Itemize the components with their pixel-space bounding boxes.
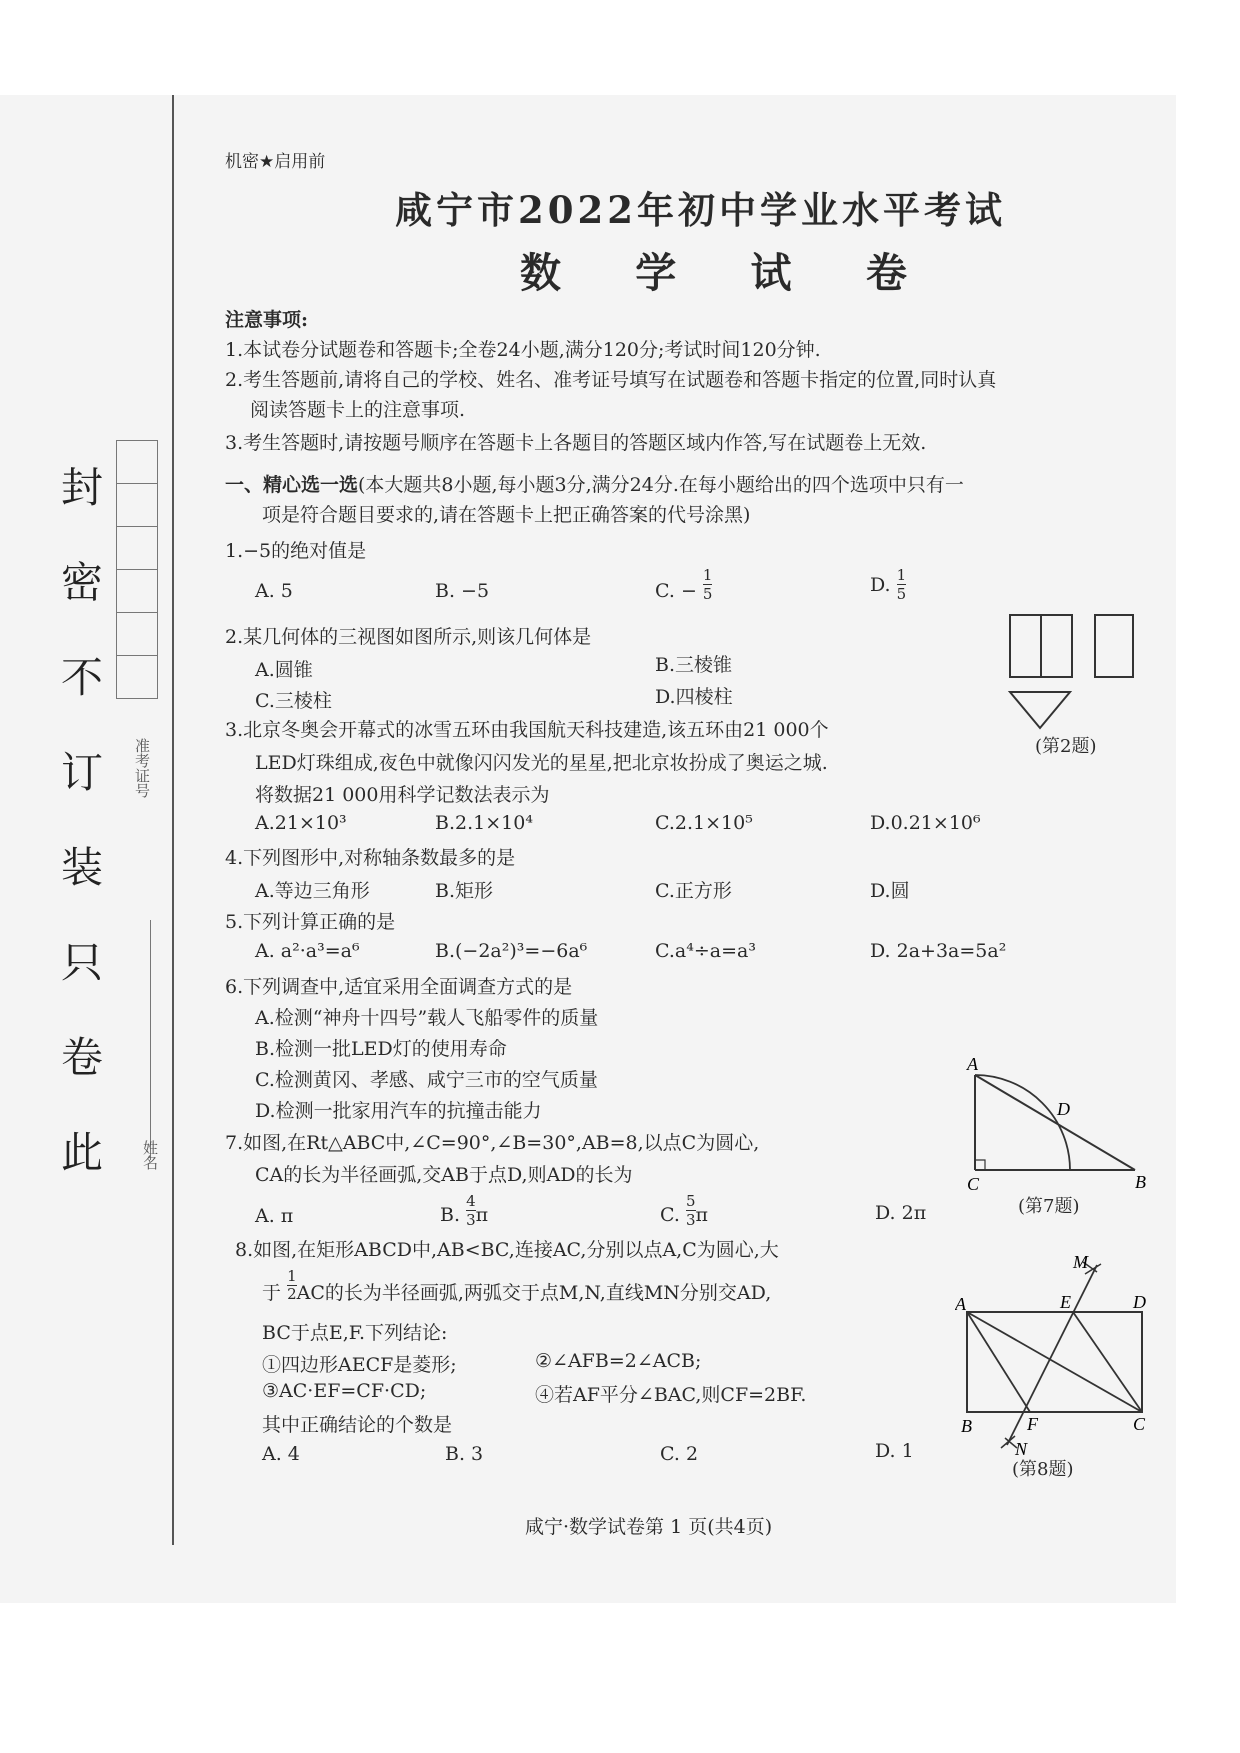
q6-stem: 6.下列调查中,适宜采用全面调查方式的是 xyxy=(225,976,573,998)
seal-char: 封 xyxy=(60,463,103,512)
q2-stem: 2.某几何体的三视图如图所示,则该几何体是 xyxy=(225,626,592,648)
q8-line: BC于点E,F.下列结论: xyxy=(262,1322,448,1344)
q7-line: 7.如图,在Rt△ABC中,∠C=90°,∠B=30°,AB=8,以点C为圆心, xyxy=(225,1132,760,1154)
seal-char: 不 xyxy=(60,653,103,702)
q2-option-c: C.三棱柱 xyxy=(255,690,332,712)
q2-figure-caption: (第2题) xyxy=(1035,736,1097,757)
q5-stem: 5.下列计算正确的是 xyxy=(225,911,396,933)
seal-char: 装 xyxy=(60,843,103,892)
q3-option-c: C.2.1×10⁵ xyxy=(655,812,753,834)
q2-option-a: A.圆锥 xyxy=(255,659,313,681)
seal-char: 订 xyxy=(60,748,103,797)
label-n: N xyxy=(1015,1439,1028,1459)
q8-figure xyxy=(955,1250,1155,1470)
seal-char: 卷 xyxy=(60,1033,103,1082)
seal-text xyxy=(52,440,112,1200)
q5-option-d: D. 2a+3a=5a² xyxy=(870,940,1007,962)
seal-char: 只 xyxy=(60,938,103,987)
exam-title: 咸宁市2022年初中学业水平考试 xyxy=(395,188,1006,232)
q8-conclusion-3: ③AC·EF=CF·CD; xyxy=(262,1380,427,1402)
q6-option-c: C.检测黄冈、孝感、咸宁三市的空气质量 xyxy=(255,1069,598,1091)
exam-id-boxes[interactable] xyxy=(116,440,158,699)
seal-char: 密 xyxy=(60,558,103,607)
right-angle-mark xyxy=(975,1160,985,1170)
label-b: B xyxy=(961,1416,972,1436)
line-mn xyxy=(1007,1265,1097,1445)
q8-line: 于 $\frac{1}{2}$ AC的长为半径画弧,两弧交于点M,N,直线MN分别交AD, xyxy=(262,1267,772,1304)
q3-line: 将数据21 000用科学记数法表示为 xyxy=(255,784,550,806)
q5-option-c: C.a⁴÷a=a³ xyxy=(655,940,756,962)
notice-item: 3.考生答题时,请按题号顺序在答题卡上各题目的答题区域内作答,写在试题卷上无效. xyxy=(225,432,927,454)
q8-conclusion-2: ②∠AFB=2∠ACB; xyxy=(535,1350,702,1372)
q2-option-d: D.四棱柱 xyxy=(655,686,733,708)
q7-option-a: A. π xyxy=(255,1205,294,1227)
q4-option-a: A.等边三角形 xyxy=(255,880,370,902)
q2-three-view-figure xyxy=(1005,610,1145,740)
section-desc: 项是符合题目要求的,请在答题卡上把正确答案的代号涂黑) xyxy=(262,504,751,526)
q8-option-c: C. 2 xyxy=(660,1443,699,1465)
q3-option-d: D.0.21×10⁶ xyxy=(870,812,981,834)
label-f: F xyxy=(1027,1414,1038,1434)
q8-option-d: D. 1 xyxy=(875,1440,914,1462)
q3-option-a: A.21×10³ xyxy=(255,812,347,834)
label-m: M xyxy=(1073,1252,1088,1272)
q1-option-d: D. $\frac{1}{5}$ xyxy=(870,566,907,603)
q7-figure-caption: (第7题) xyxy=(1018,1196,1080,1217)
notice-item: 2.考生答题前,请将自己的学校、姓名、准考证号填写在试题卷和答题卡指定的位置,同时认真 xyxy=(225,369,997,391)
section-heading: 一、精心选一选(本大题共8小题,每小题3分,满分24分.在每小题给出的四个选项中只有一 xyxy=(225,474,964,496)
q3-line: LED灯珠组成,夜色中就像闪闪发光的星星,把北京妆扮成了奥运之城. xyxy=(255,752,828,774)
notice-item: 1.本试卷分试题卷和答题卡;全卷24小题,满分120分;考试时间120分钟. xyxy=(225,339,821,361)
q4-option-b: B.矩形 xyxy=(435,880,494,902)
q6-option-a: A.检测“神舟十四号”载人飞船零件的质量 xyxy=(255,1007,599,1029)
label-a: A xyxy=(955,1294,966,1314)
q8-option-b: B. 3 xyxy=(445,1443,484,1465)
q4-stem: 4.下列图形中,对称轴条数最多的是 xyxy=(225,847,516,869)
segment-ec xyxy=(1073,1312,1142,1412)
q8-figure-caption: (第8题) xyxy=(1012,1459,1074,1480)
q8-option-a: A. 4 xyxy=(262,1443,300,1465)
label-c: C xyxy=(967,1174,980,1194)
q4-option-c: C.正方形 xyxy=(655,880,732,902)
segment-ab xyxy=(975,1075,1135,1170)
q2-option-b: B.三棱锥 xyxy=(655,654,733,676)
q7-figure xyxy=(955,1055,1155,1195)
q6-option-b: B.检测一批LED灯的使用寿命 xyxy=(255,1038,507,1060)
q7-option-b: B. $\frac{4}{3}$ π xyxy=(440,1192,489,1229)
q1-stem: 1.−5的绝对值是 xyxy=(225,540,367,562)
seal-char: 此 xyxy=(60,1128,103,1177)
q1-option-c: C. − $\frac{1}{5}$ xyxy=(655,566,713,603)
page-footer: 咸宁·数学试卷第 1 页(共4页) xyxy=(525,1516,773,1538)
q8-conclusion-4: ④若AF平分∠BAC,则CF=2BF. xyxy=(535,1384,807,1406)
notice-item: 阅读答题卡上的注意事项. xyxy=(250,399,466,421)
label-e: E xyxy=(1060,1292,1071,1312)
q6-option-d: D.检测一批家用汽车的抗撞击能力 xyxy=(255,1100,542,1122)
label-a: A xyxy=(967,1055,978,1074)
diagonal-ac xyxy=(967,1312,1142,1412)
label-c: C xyxy=(1133,1414,1146,1434)
segment-af xyxy=(967,1312,1030,1412)
name-label: 姓名 xyxy=(141,1140,159,1170)
q7-option-c: C. $\frac{5}{3}$ π xyxy=(660,1192,708,1229)
q1-option-b: B. −5 xyxy=(435,580,490,602)
q3-option-b: B.2.1×10⁴ xyxy=(435,812,533,834)
secret-mark: 机密★启用前 xyxy=(225,152,326,172)
q3-line: 3.北京冬奥会开幕式的冰雪五环由我国航天科技建造,该五环由21 000个 xyxy=(225,719,829,741)
q8-line: 其中正确结论的个数是 xyxy=(262,1414,453,1436)
q8-line: 8.如图,在矩形ABCD中,AB<BC,连接AC,分别以点A,C为圆心,大 xyxy=(235,1239,779,1261)
exam-subtitle: 数 学 试 卷 xyxy=(520,249,937,297)
q7-line: CA的长为半径画弧,交AB于点D,则AD的长为 xyxy=(255,1164,633,1186)
label-b: B xyxy=(1135,1172,1146,1192)
q4-option-d: D.圆 xyxy=(870,880,910,902)
q8-conclusion-1: ①四边形AECF是菱形; xyxy=(262,1354,457,1376)
binding-line xyxy=(172,95,174,1545)
label-d: D xyxy=(1133,1292,1146,1312)
top-view xyxy=(1010,692,1070,728)
q1-option-a: A. 5 xyxy=(255,580,293,602)
label-d: D xyxy=(1057,1099,1070,1119)
notice-heading: 注意事项: xyxy=(225,309,309,331)
q7-option-d: D. 2π xyxy=(875,1202,927,1224)
exam-id-label: 准考证号 xyxy=(133,738,151,798)
side-view xyxy=(1095,615,1133,677)
q5-option-b: B.(−2a²)³=−6a⁶ xyxy=(435,940,588,962)
name-field-line[interactable] xyxy=(150,920,151,1160)
q5-option-a: A. a²·a³=a⁶ xyxy=(255,940,360,962)
